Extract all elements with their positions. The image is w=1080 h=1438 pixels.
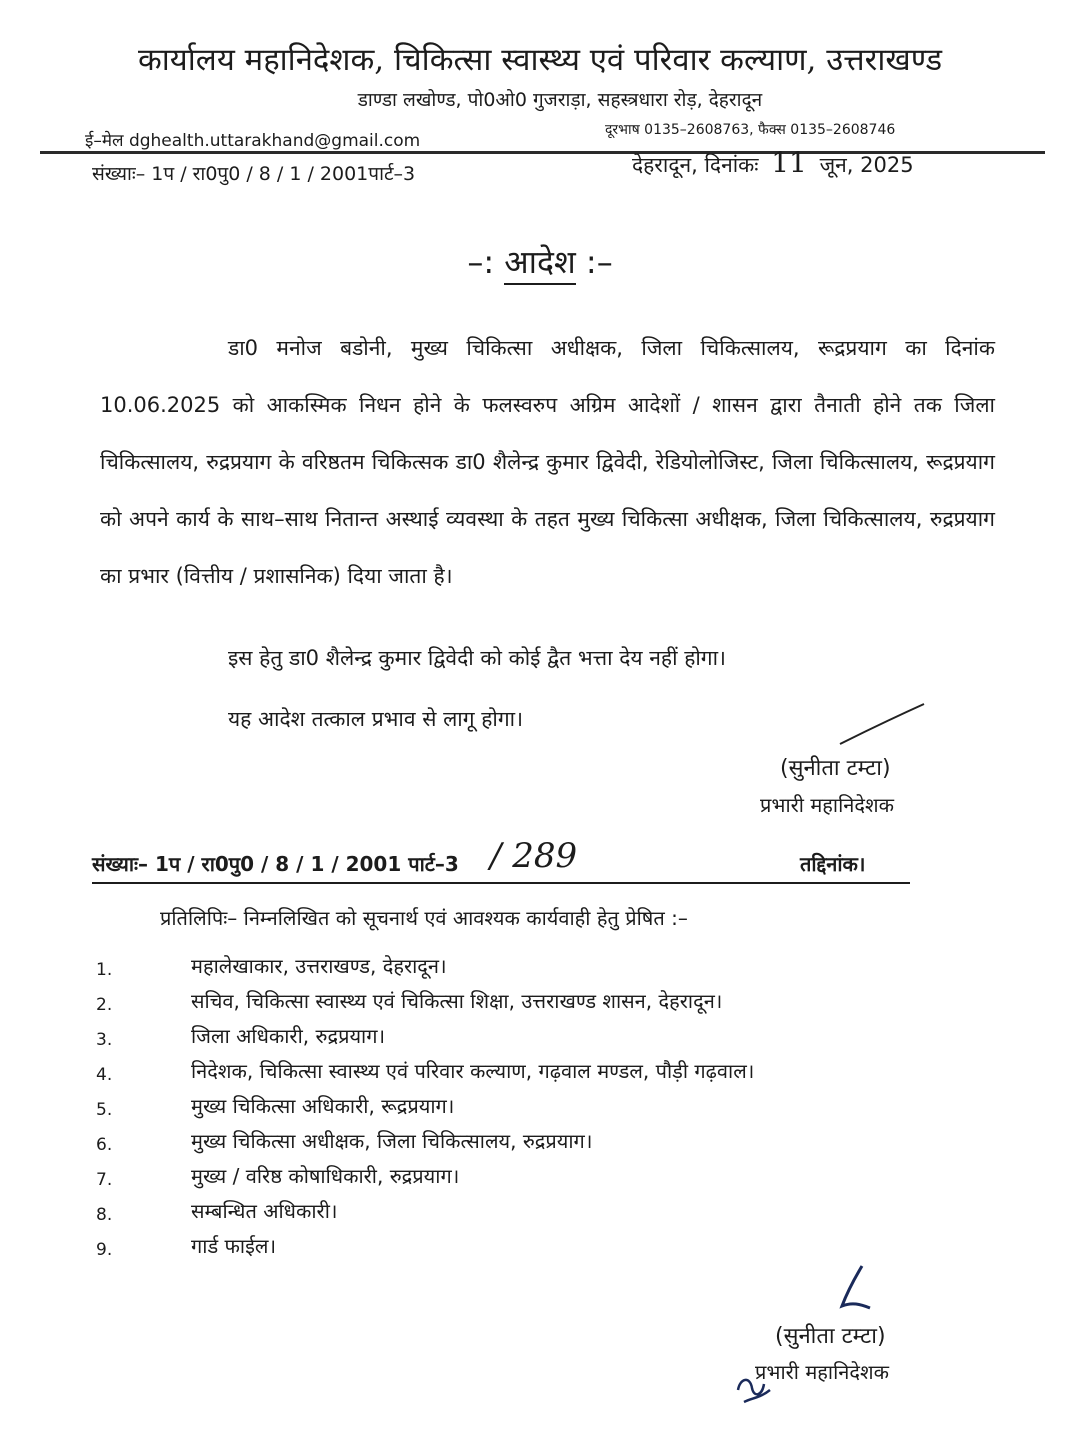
list-item-text: जिला अधिकारी, रुद्रप्रयाग। [191, 1024, 386, 1048]
order-heading-right: :– [585, 243, 613, 281]
copy-reference-number: संख्याः– 1प / रा0पु0 / 8 / 1 / 2001 पार्ट–3 [92, 852, 459, 876]
order-body [100, 320, 995, 605]
list-item-number: 3. [96, 1030, 113, 1050]
signatory-name: (सुनीता टम्टा) [780, 756, 891, 781]
reference-underline [92, 882, 910, 884]
office-address: डाण्डा लखोण्ड, पो0ओ0 गुजराड़ा, सहस्त्रधारा रोड़, देहरादून [357, 89, 763, 111]
initials-mark [734, 1368, 774, 1412]
list-item-number: 1. [96, 960, 113, 980]
copy-date: तद्दिनांक। [800, 852, 866, 876]
handwritten-dispatch-number: / 289 [490, 836, 578, 876]
list-item-number: 7. [96, 1170, 113, 1190]
effective-note: यह आदेश तत्काल प्रभाव से लागू होगा। [228, 707, 524, 731]
date-prefix: देहरादून, दिनांकः [632, 153, 759, 177]
order-paragraph: डा0 मनोज बडोनी, मुख्य चिकित्सा अधीक्षक, जिला चिकित्सालय, रूद्रप्रयाग का दिनांक 10.06.2025 को आकस्मिक निधन होने के फलस्वरुप अग्रिम आदेशों / शासन द्वारा तैनाती होने तक जिला चिकित्सालय, रुद्रप्रयाग के वरिष्ठतम चिकित्सक डा0 शैलेन्द्र कुमार द्विवेदी, रेडियोलोजिस्ट, जिला चिकित्सालय, रूद्रप्रयाग को अपने कार्य के साथ–साथ नितान्त अस्थाई व्यवस्था के तहत मुख्य चिकित्सा अधीक्षक, जिला चिकित्सालय, रुद्रप्रयाग का प्रभार (वित्तीय / प्रशासनिक) दिया जाता है। [100, 336, 995, 588]
list-item-number: 5. [96, 1100, 113, 1120]
list-item-text: निदेशक, चिकित्सा स्वास्थ्य एवं परिवार कल्याण, गढ़वाल मण्डल, पौड़ी गढ़वाल। [191, 1059, 755, 1083]
phone-fax-line: दूरभाष 0135–2608763, फैक्स 0135–2608746 [605, 122, 896, 138]
list-item-number: 8. [96, 1205, 113, 1225]
list-item-text: सम्बन्धित अधिकारी। [191, 1199, 338, 1223]
signature-stroke-2 [826, 1262, 886, 1326]
list-item-text: सचिव, चिकित्सा स्वास्थ्य एवं चिकित्सा शिक्षा, उत्तराखण्ड शासन, देहरादून। [191, 989, 723, 1013]
signatory-designation: प्रभारी महानिदेशक [760, 793, 894, 817]
allowance-note: इस हेतु डा0 शैलेन्द्र कुमार द्विवेदी को कोई द्वैत भत्ता देय नहीं होगा। [228, 646, 727, 670]
list-item-number: 4. [96, 1065, 113, 1085]
email-address: dghealth.uttarakhand@gmail.com [128, 131, 421, 151]
list-item-number: 6. [96, 1135, 113, 1155]
email-line [85, 128, 420, 151]
date-suffix: जून, 2025 [819, 153, 914, 177]
email-label: ई–मेल [85, 131, 124, 151]
reference-number: संख्याः– 1प / रा0पु0 / 8 / 1 / 2001पार्ट–3 [92, 163, 416, 185]
date-day-handwritten: 11 [771, 146, 807, 179]
list-item-text: मुख्य चिकित्सा अधिकारी, रूद्रप्रयाग। [191, 1094, 455, 1118]
list-item-text: मुख्य चिकित्सा अधीक्षक, जिला चिकित्सालय, रुद्रप्रयाग। [191, 1129, 593, 1153]
list-item-number: 2. [96, 995, 113, 1015]
list-item-number: 9. [96, 1240, 113, 1260]
signature-stroke [838, 700, 928, 754]
office-title: कार्यालय महानिदेशक, चिकित्सा स्वास्थ्य एवं परिवार कल्याण, उत्तराखण्ड [137, 42, 943, 78]
copy-intro: प्रतिलिपिः– निम्नलिखित को सूचनार्थ एवं आवश्यक कार्यवाही हेतु प्रेषित :– [160, 906, 688, 930]
list-item-text: गार्ड फाईल। [191, 1234, 277, 1258]
order-heading [0, 240, 1080, 283]
order-date [632, 146, 914, 179]
order-heading-left: –: [467, 243, 495, 281]
signatory-designation-2: प्रभारी महानिदेशक [755, 1360, 889, 1384]
order-heading-word: आदेश [504, 243, 575, 285]
signatory-name-2: (सुनीता टम्टा) [775, 1324, 886, 1349]
list-item-text: महालेखाकार, उत्तराखण्ड, देहरादून। [191, 954, 447, 978]
list-item-text: मुख्य / वरिष्ठ कोषाधिकारी, रुद्रप्रयाग। [191, 1164, 460, 1188]
